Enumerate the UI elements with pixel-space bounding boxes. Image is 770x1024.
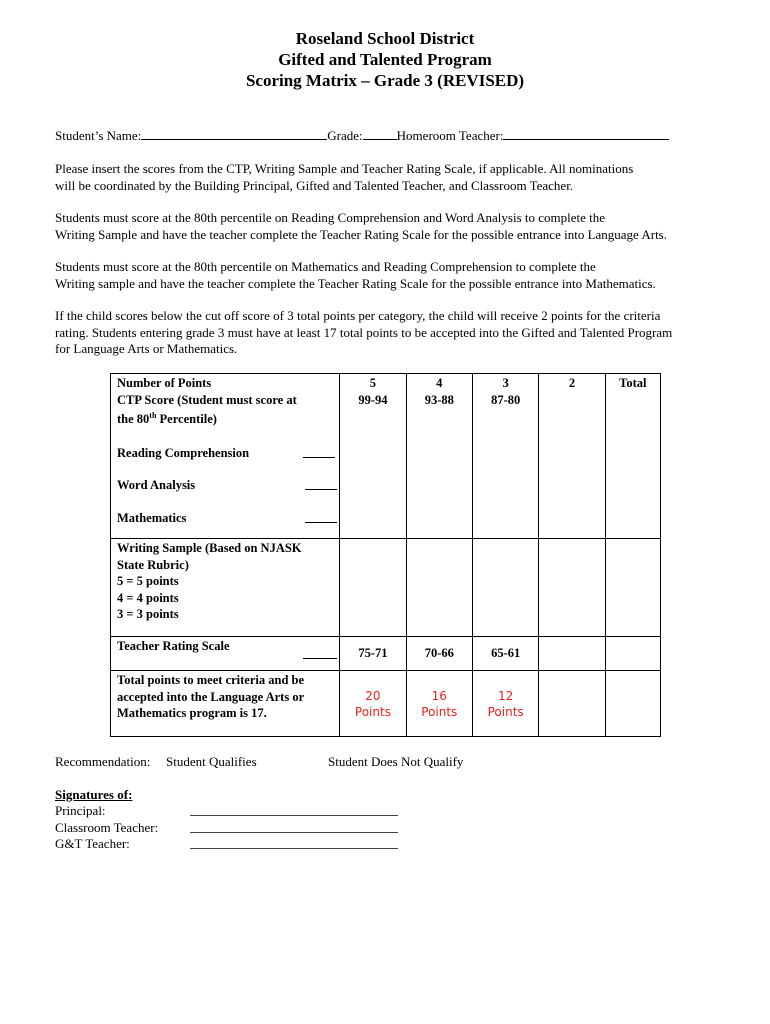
text-line: will be coordinated by the Building Principal, Gifted and Talented Teacher, and Classroom Teacher. — [55, 177, 574, 193]
final-total-cell[interactable] — [605, 671, 660, 737]
principal-label: Principal: — [55, 803, 106, 818]
points-12-unit: Points — [487, 704, 524, 719]
ctp-label-part: Percentile) — [156, 412, 217, 427]
text-line: for Language Arts or Mathematics. — [55, 341, 238, 356]
total-points-label: accepted into the Language Arts or — [117, 689, 305, 704]
points-4-header: 4 — [436, 376, 443, 390]
ctp-range-3: 87-80 — [491, 392, 521, 407]
text-line: Writing sample and have the teacher complete the Teacher Rating Scale for the possible entrance into Mathematics. — [55, 275, 656, 291]
student-qualifies-label: Student Qualifies — [166, 754, 257, 769]
trs-4-cell — [406, 637, 472, 671]
trs-range-4: 70-66 — [424, 646, 454, 661]
classroom-teacher-signature-line[interactable] — [190, 832, 398, 833]
gt-teacher-signature-line[interactable] — [190, 848, 398, 849]
writing-total-cell[interactable] — [605, 539, 660, 637]
trs-range-3: 65-61 — [491, 646, 521, 661]
writing-sample-scale: 3 = 3 points — [117, 607, 179, 621]
teacher-rating-blank[interactable] — [303, 648, 337, 659]
text-line: Students must score at the 80th percentile on Reading Comprehension and Word Analysis to complete the — [55, 210, 606, 225]
mathematics-paragraph — [55, 259, 735, 292]
document-title — [0, 28, 770, 91]
ctp-label-superscript: th — [149, 411, 157, 420]
col-3-cell — [472, 374, 538, 539]
text-line: Please insert the scores from the CTP, Writing Sample and Teacher Rating Scale, if applicable. All nominations — [55, 161, 634, 176]
writing-sample-label-cell — [111, 539, 340, 637]
writing-sample-scale: 5 = 5 points — [117, 574, 179, 588]
points-20-value: 20 — [365, 688, 381, 703]
writing-sample-label: State Rubric) — [117, 557, 189, 572]
trs-3-cell — [472, 637, 538, 671]
recommendation-row — [55, 753, 150, 770]
student-qualifies-option[interactable] — [166, 753, 257, 770]
reading-comprehension-blank[interactable] — [303, 447, 335, 458]
points-5-header: 5 — [369, 376, 377, 390]
writing-3-cell[interactable] — [472, 539, 538, 637]
points-16-value: 16 — [431, 688, 447, 703]
points-20-cell — [340, 671, 406, 737]
ctp-label: CTP Score (Student must score at — [117, 392, 297, 407]
writing-sample-row — [111, 539, 661, 637]
cutoff-paragraph — [55, 308, 735, 358]
teacher-rating-label: Teacher Rating Scale — [117, 639, 230, 653]
homeroom-teacher-field[interactable] — [503, 127, 669, 140]
total-cell — [605, 374, 660, 539]
points-3-header: 3 — [502, 376, 509, 390]
instructions-paragraph — [55, 161, 735, 194]
total-points-row — [111, 671, 661, 737]
recommendation-label: Recommendation: — [55, 754, 151, 769]
trs-5-cell — [340, 637, 406, 671]
mathematics-label: Mathematics — [117, 510, 187, 525]
total-points-label: Total points to meet criteria and be — [117, 673, 305, 687]
principal-signature-line[interactable] — [190, 815, 398, 816]
number-of-points-header: Number of Points — [117, 376, 212, 390]
ctp-row — [111, 374, 661, 539]
col-2-cell — [539, 374, 605, 539]
word-analysis-blank[interactable] — [305, 479, 337, 490]
points-16-unit: Points — [421, 704, 458, 719]
points-2-header: 2 — [568, 376, 576, 390]
teacher-rating-label-cell — [111, 637, 340, 671]
text-line: Writing Sample and have the teacher complete the Teacher Rating Scale for the possible entrance into Language Arts. — [55, 226, 667, 242]
classroom-teacher-label: Classroom Teacher: — [55, 820, 159, 835]
total-points-label: Mathematics program is 17. — [117, 706, 267, 720]
program-name: Gifted and Talented Program — [278, 50, 492, 69]
student-info-row — [55, 127, 669, 144]
language-arts-paragraph — [55, 210, 735, 243]
ctp-range-4: 93-88 — [424, 392, 454, 407]
homeroom-teacher-label: Homeroom Teacher: — [396, 128, 504, 143]
student-name-label: Student’s Name: — [55, 128, 142, 143]
trs-range-5: 75-71 — [358, 646, 388, 661]
ctp-label-continued — [117, 408, 333, 428]
points-20-unit: Points — [354, 704, 391, 719]
mathematics-row — [117, 510, 333, 527]
ctp-label-part: the 80 — [117, 412, 150, 427]
writing-4-cell[interactable] — [406, 539, 472, 637]
writing-5-cell[interactable] — [340, 539, 406, 637]
signatures-heading: Signatures of: — [55, 787, 133, 802]
scoring-matrix-table — [110, 373, 661, 737]
grade-label: Grade: — [327, 128, 363, 143]
writing-2-cell[interactable] — [539, 539, 605, 637]
teacher-rating-row — [111, 637, 661, 671]
ctp-range-5: 99-94 — [358, 392, 388, 407]
text-line: Students must score at the 80th percentile on Mathematics and Reading Comprehension to complete the — [55, 259, 596, 274]
reading-comprehension-row — [117, 445, 333, 462]
student-name-field[interactable] — [141, 127, 327, 140]
total-points-label-cell — [111, 671, 340, 737]
col-5-cell — [340, 374, 406, 539]
writing-sample-label: Writing Sample (Based on NJASK — [117, 541, 302, 555]
matrix-title: Scoring Matrix – Grade 3 (REVISED) — [245, 71, 525, 90]
grade-field[interactable] — [363, 127, 397, 140]
points-16-cell — [406, 671, 472, 737]
points-12-value: 12 — [498, 688, 514, 703]
trs-total-cell[interactable] — [605, 637, 660, 671]
district-name: Roseland School District — [295, 29, 475, 48]
text-line: If the child scores below the cut off score of 3 total points per category, the child will receive 2 points for the criteria — [55, 308, 661, 323]
student-does-not-qualify-option[interactable] — [328, 753, 463, 770]
total-header: Total — [619, 376, 647, 390]
final-2-cell[interactable] — [539, 671, 605, 737]
reading-comprehension-label: Reading Comprehension — [117, 445, 250, 460]
writing-sample-scale: 4 = 4 points — [117, 590, 179, 605]
gt-teacher-label: G&T Teacher: — [55, 836, 130, 851]
word-analysis-label: Word Analysis — [117, 478, 196, 493]
mathematics-blank[interactable] — [305, 512, 337, 523]
student-does-not-qualify-label: Student Does Not Qualify — [328, 754, 464, 769]
word-analysis-row — [117, 477, 333, 494]
ctp-label-cell — [111, 374, 340, 539]
text-line: rating. Students entering grade 3 must have at least 17 total points to be accepted into the Gifted and Talented Program — [55, 324, 673, 340]
col-4-cell — [406, 374, 472, 539]
trs-2-cell[interactable] — [539, 637, 605, 671]
points-12-cell — [472, 671, 538, 737]
